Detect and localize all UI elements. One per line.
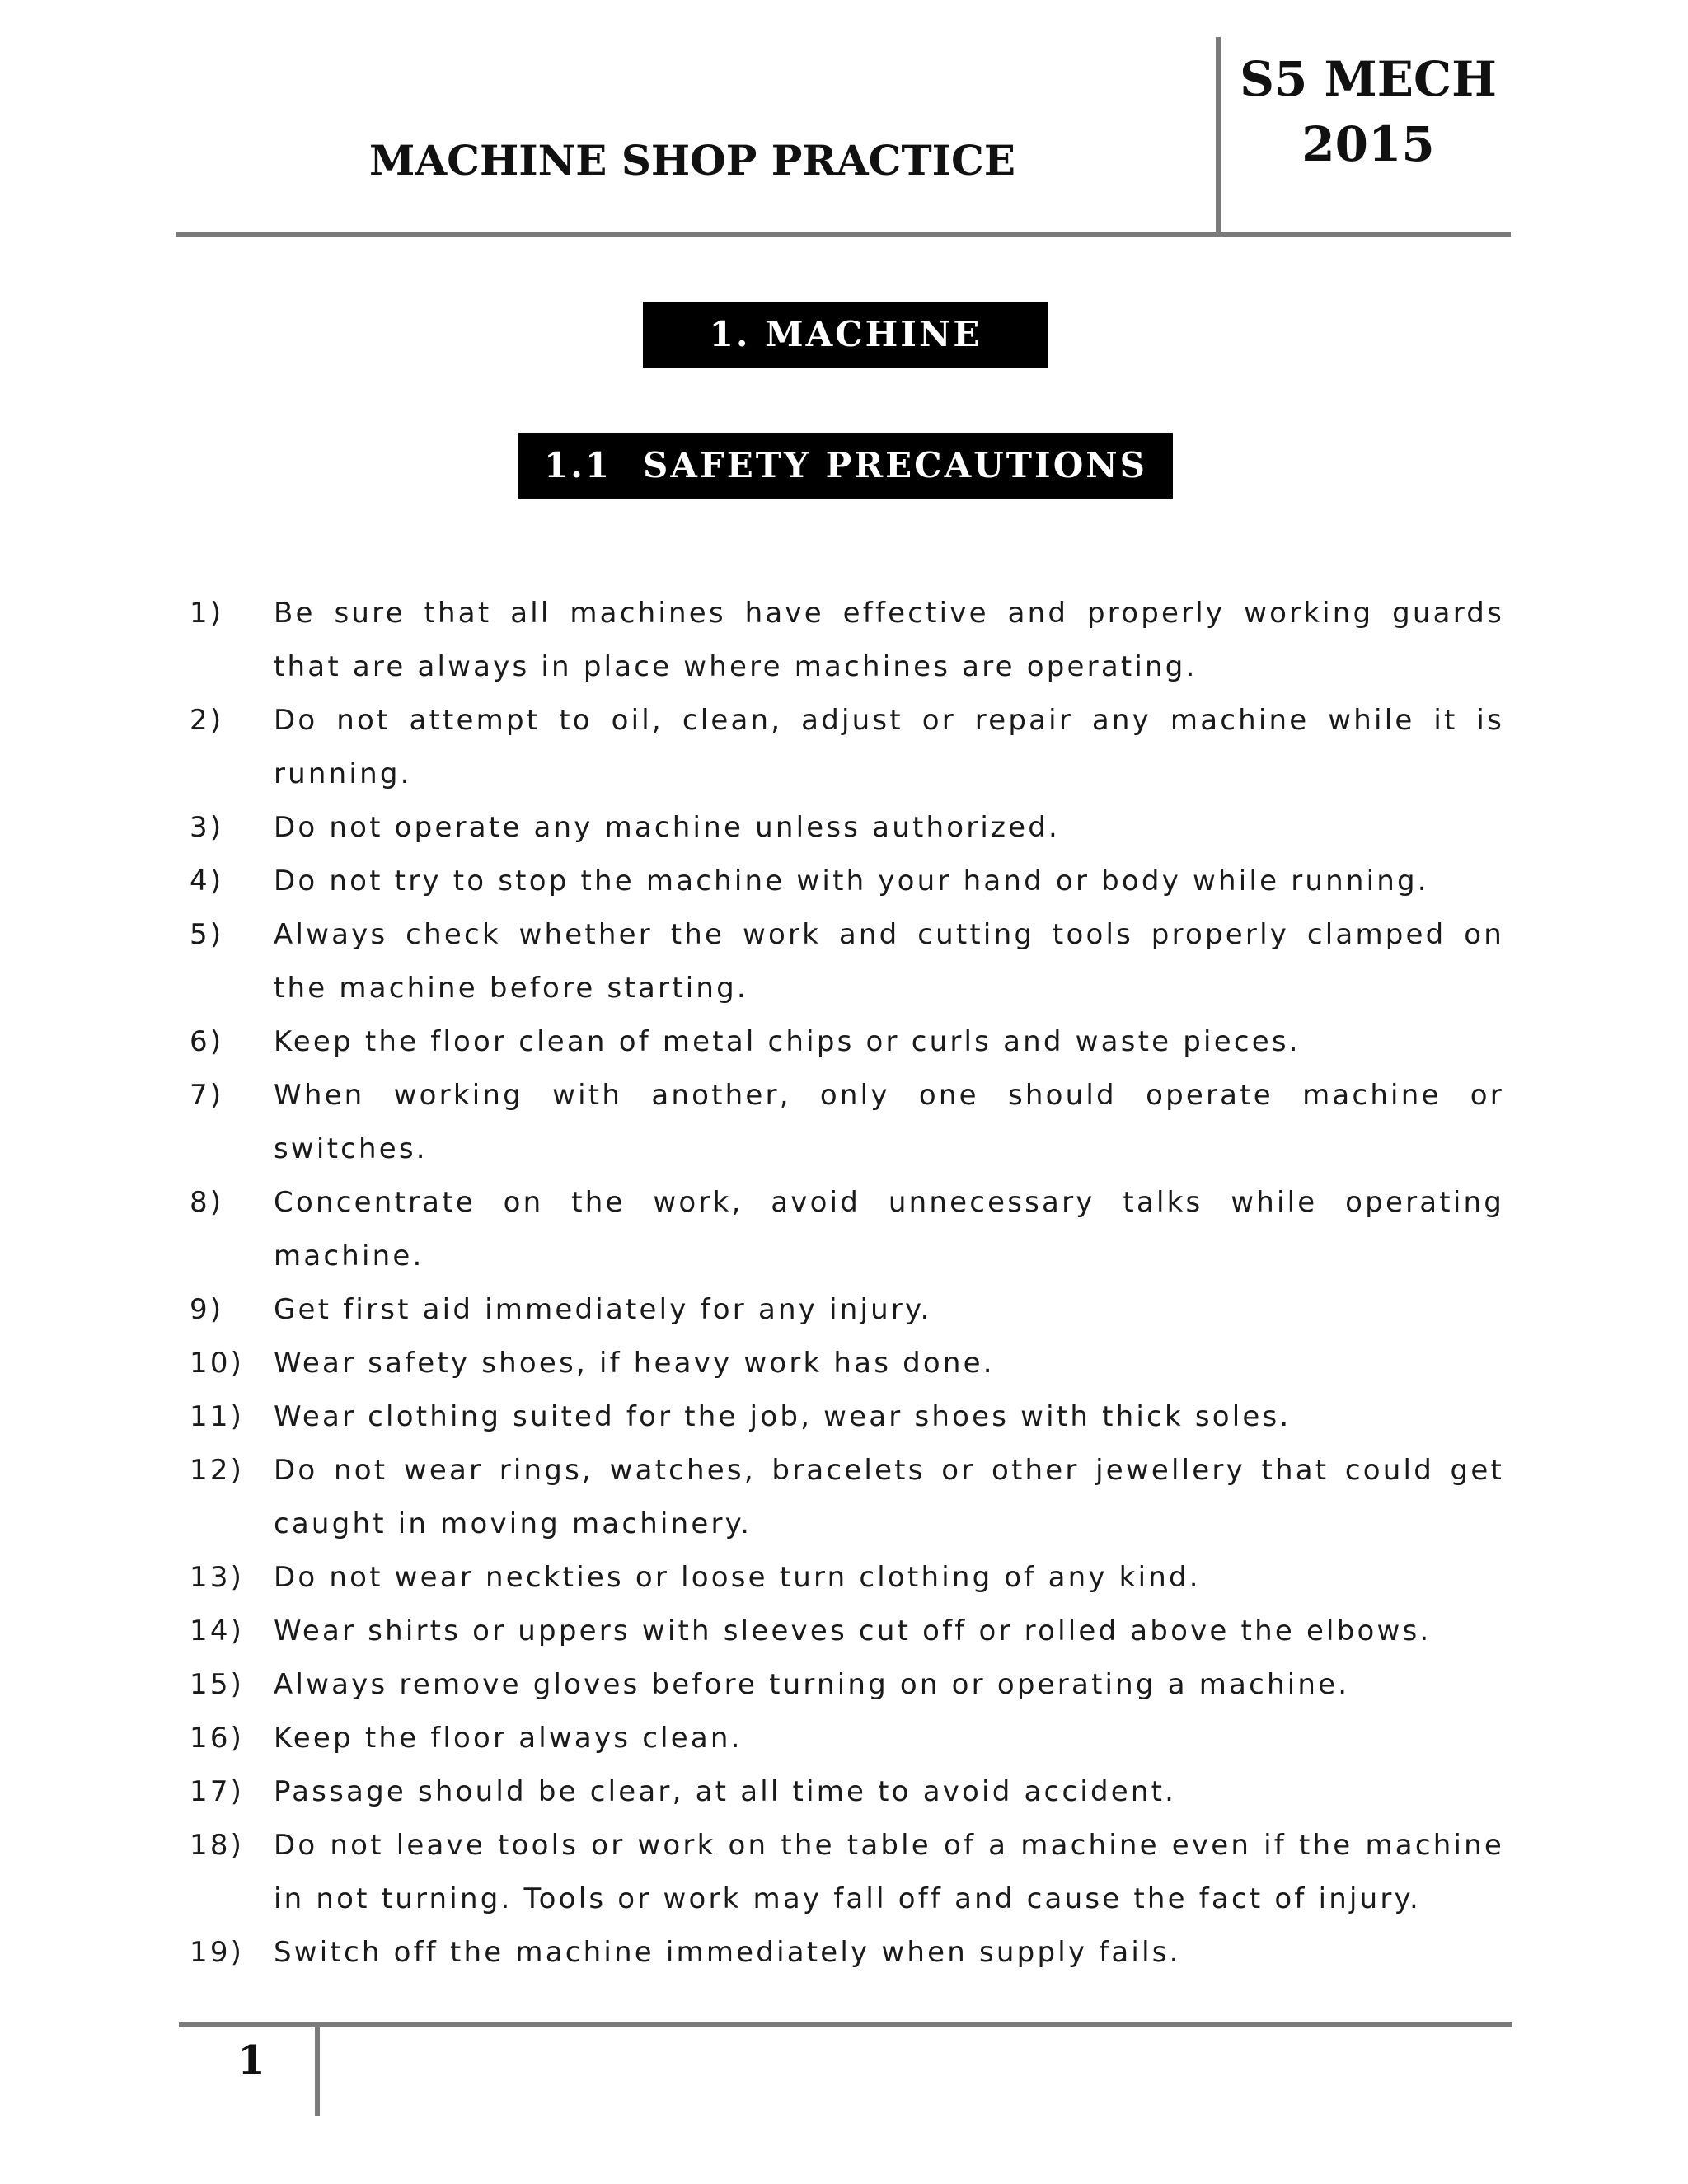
list-item-number: 19) — [190, 1936, 245, 1969]
footer-divider-vertical — [315, 2026, 320, 2116]
list-item-number: 11) — [190, 1400, 245, 1433]
list-item-number: 5) — [190, 918, 224, 951]
list-item-text: Do not wear neckties or loose turn clothing of any kind. — [274, 1561, 1201, 1594]
list-item-number: 13) — [190, 1561, 245, 1594]
list-item-number: 8) — [190, 1186, 224, 1219]
list-item — [190, 587, 1504, 694]
list-item — [190, 1069, 1504, 1176]
list-item-text: Always check whether the work and cutting tools properly clamped on the machine before starting. — [274, 918, 1504, 1005]
list-item-number: 1) — [190, 597, 224, 630]
course-code: S5 MECH — [1240, 51, 1497, 107]
list-item-number: 15) — [190, 1668, 245, 1701]
list-item — [190, 1390, 1504, 1444]
list-item-text: Always remove gloves before turning on or operating a machine. — [274, 1668, 1350, 1701]
list-item-number: 9) — [190, 1293, 224, 1326]
page-number: 1 — [237, 2037, 265, 2083]
list-item-text: Do not operate any machine unless authorized. — [274, 811, 1061, 844]
list-item-text: Keep the floor clean of metal chips or curls and waste pieces. — [274, 1025, 1301, 1058]
list-item-number: 3) — [190, 811, 224, 844]
header-divider-horizontal — [176, 232, 1511, 237]
list-item — [190, 694, 1504, 801]
list-item-number: 2) — [190, 704, 224, 737]
list-item — [190, 1712, 1504, 1765]
list-item-number: 7) — [190, 1079, 224, 1112]
list-item — [190, 1605, 1504, 1658]
list-item-number: 14) — [190, 1615, 245, 1647]
section-number: 1.1 — [543, 445, 612, 485]
list-item-number: 4) — [190, 865, 224, 898]
list-item-text: Be sure that all machines have effective and properly working guards that are always in place where machines are operating. — [274, 597, 1504, 683]
list-item-text: Keep the floor always clean. — [274, 1722, 743, 1755]
section-heading — [518, 433, 1173, 499]
course-year: 2015 — [1301, 116, 1435, 172]
list-item — [190, 855, 1504, 908]
list-item-number: 17) — [190, 1775, 245, 1808]
list-item-text: Do not leave tools or work on the table of a machine even if the machine in not turning. Tools or work may fall off and cause the fact of injury. — [274, 1829, 1504, 1915]
footer-divider-horizontal — [179, 2022, 1512, 2027]
list-item-text: Do not try to stop the machine with your hand or body while running. — [274, 865, 1429, 898]
list-item — [190, 908, 1504, 1015]
section-title: SAFETY PRECAUTIONS — [643, 445, 1148, 485]
list-item — [190, 1283, 1504, 1337]
list-item — [190, 1551, 1504, 1605]
list-item-text: Passage should be clear, at all time to avoid accident. — [274, 1775, 1177, 1808]
header-divider-vertical — [1216, 37, 1221, 233]
list-item-text: When working with another, only one should operate machine or switches. — [274, 1079, 1504, 1165]
list-item — [190, 801, 1504, 855]
list-item-text: Get first aid immediately for any injury. — [274, 1293, 932, 1326]
list-item — [190, 1337, 1504, 1390]
list-item-number: 18) — [190, 1829, 245, 1862]
list-item — [190, 1658, 1504, 1712]
list-item-text: Concentrate on the work, avoid unnecessary talks while operating machine. — [274, 1186, 1504, 1272]
list-item — [190, 1765, 1504, 1819]
list-item-number: 16) — [190, 1722, 245, 1755]
list-item — [190, 1015, 1504, 1069]
list-item-text: Wear safety shoes, if heavy work has done. — [274, 1347, 995, 1380]
list-item-number: 6) — [190, 1025, 224, 1058]
document-title: MACHINE SHOP PRACTICE — [369, 136, 1015, 185]
list-item — [190, 1926, 1504, 1980]
list-item — [190, 1176, 1504, 1283]
list-item — [190, 1819, 1504, 1926]
list-item-text: Wear shirts or uppers with sleeves cut off or rolled above the elbows. — [274, 1615, 1432, 1647]
list-item-number: 12) — [190, 1454, 245, 1487]
list-item-number: 10) — [190, 1347, 245, 1380]
list-item-text: Switch off the machine immediately when supply fails. — [274, 1936, 1181, 1969]
list-item-text: Do not wear rings, watches, bracelets or other jewellery that could get caught in moving machinery. — [274, 1454, 1504, 1540]
list-item-text: Do not attempt to oil, clean, adjust or repair any machine while it is running. — [274, 704, 1504, 790]
safety-rules-list — [190, 587, 1504, 1980]
list-item — [190, 1444, 1504, 1551]
list-item-text: Wear clothing suited for the job, wear shoes with thick soles. — [274, 1400, 1292, 1433]
chapter-heading: 1. MACHINE SHOP — [643, 302, 1048, 368]
